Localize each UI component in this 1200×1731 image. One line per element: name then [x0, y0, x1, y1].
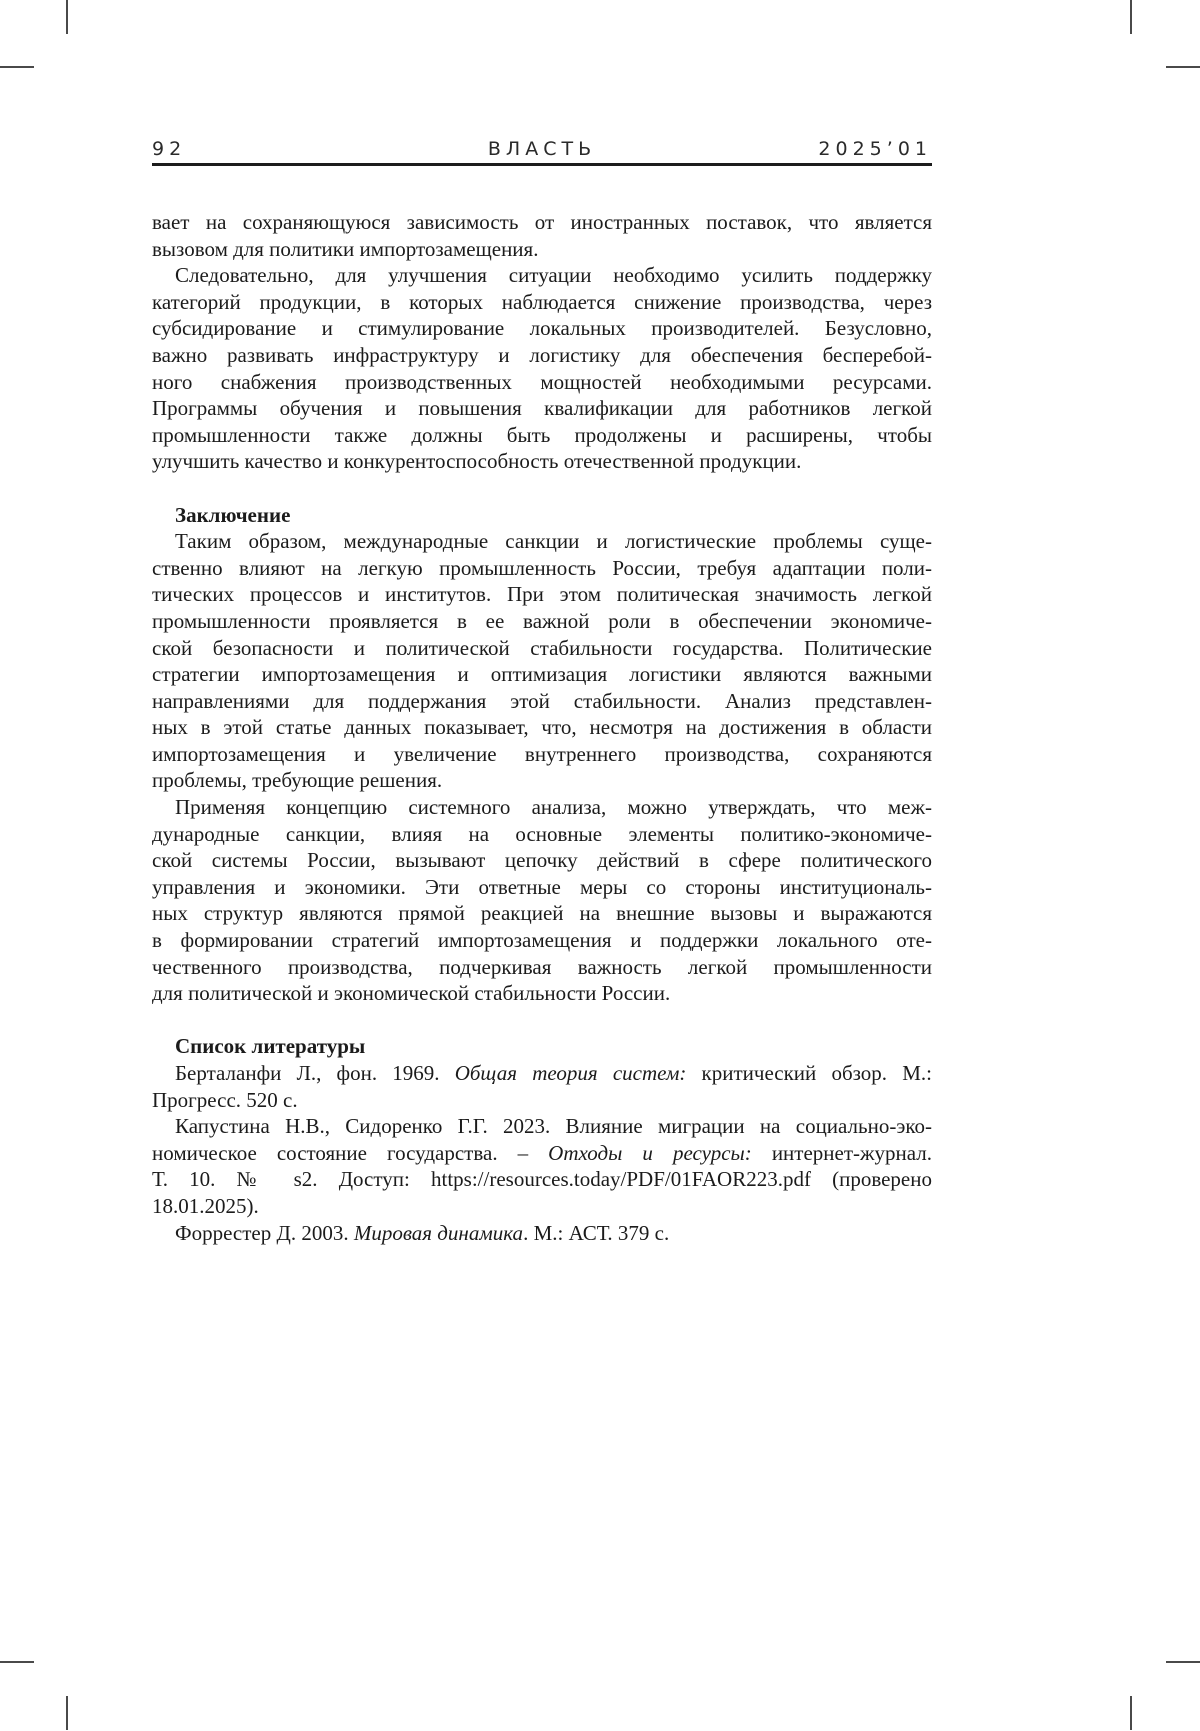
page-number: 92: [152, 138, 187, 160]
crop-mark-top-left-horizontal: [0, 66, 34, 68]
italic-text: Мировая динамика: [353, 1220, 524, 1245]
text-line: 18.01.2025).: [152, 1193, 259, 1218]
text-line: чественного производства, подчеркивая важность легкой промышленности: [152, 954, 932, 979]
text-line: [152, 1060, 932, 1087]
text-line: стратегии импортозамещения и оптимизация логистики являются важными: [152, 662, 932, 687]
text-line: вает на сохраняющуюся зависимость от иностранных поставок, что является: [152, 210, 932, 234]
text-line: важно развивать инфраструктуру и логистику для обеспечения бесперебой-: [152, 342, 932, 367]
text-line: Применяя концепцию системного анализа, можно утверждать, что меж-: [175, 795, 932, 820]
text-line: Следовательно, для улучшения ситуации необходимо усилить поддержку: [175, 263, 932, 288]
text-segment: интернет-журнал.: [751, 1140, 932, 1165]
text-line: промышленности также должны быть продолжены и расширены, чтобы: [152, 422, 932, 447]
paragraph: [152, 209, 932, 262]
text-line: [152, 1220, 932, 1247]
text-line: ской системы России, вызывают цепочку действий в сфере политического: [152, 848, 932, 873]
text-segment: . М.: АСТ. 379 с.: [523, 1220, 670, 1245]
crop-mark-bottom-left-horizontal: [0, 1661, 34, 1663]
text-line: направлениями для поддержания этой стабильности. Анализ представлен-: [152, 688, 932, 713]
text-line: управления и экономики. Эти ответные меры со стороны институциональ-: [152, 874, 932, 899]
text-line: промышленности проявляется в ее важной роли в обеспечении экономиче-: [152, 608, 932, 633]
journal-title: ВЛАСТЬ: [487, 138, 597, 160]
text-line: тических процессов и институтов. При этом политическая значимость легкой: [152, 582, 932, 607]
header-rule: [152, 163, 932, 166]
crop-mark-bottom-left-vertical: [66, 1696, 68, 1730]
text-line: категорий продукции, в которых наблюдается снижение производства, через: [152, 289, 932, 314]
text-segment: Форрестер Д. 2003.: [175, 1220, 354, 1245]
italic-text: Общая теория систем:: [454, 1061, 687, 1085]
paragraph: [152, 528, 932, 794]
paragraph: [152, 794, 932, 1007]
page-header: [152, 138, 932, 162]
paragraph: [152, 262, 932, 475]
paragraph: [152, 1113, 932, 1219]
crop-mark-top-right-horizontal: [1166, 66, 1200, 68]
crop-mark-bottom-right-vertical: [1130, 1696, 1132, 1730]
text-line: дународные санкции, влияя на основные элементы политико-экономиче-: [152, 821, 932, 846]
text-line: ных структур являются прямой реакцией на внешние вызовы и выражаются: [152, 901, 932, 926]
text-line: ственно влияют на легкую промышленность России, требуя адаптации поли-: [152, 555, 932, 580]
text-line: в формировании стратегий импортозамещения и поддержки локального оте-: [152, 928, 932, 953]
text-line: проблемы, требующие решения.: [152, 768, 443, 793]
italic-text: Отходы и ресурсы:: [548, 1140, 752, 1165]
text-line: Капустина Н.В., Сидоренко Г.Г. 2023. Влияние миграции на социально-эко-: [175, 1114, 932, 1139]
text-line: вызовом для политики импортозамещения.: [152, 236, 539, 261]
text-line: Программы обучения и повышения квалификации для работников легкой: [152, 396, 932, 421]
crop-mark-bottom-right-horizontal: [1166, 1661, 1200, 1663]
text-line: Таким образом, международные санкции и логистические проблемы суще-: [175, 529, 932, 554]
text-line: улучшить качество и конкурентоспособность отечественной продукции.: [152, 449, 802, 474]
text-line: для политической и экономической стабильности России.: [152, 981, 671, 1006]
text-line: ных в этой статье данных показывает, что, несмотря на достижения в области: [152, 715, 932, 740]
text-line: импортозамещения и увеличение внутреннего производства, сохраняются: [152, 741, 932, 766]
crop-mark-top-left-vertical: [66, 0, 68, 34]
text-line: ного снабжения производственных мощностей необходимыми ресурсами.: [152, 369, 932, 394]
issue-number: 2025’01: [818, 138, 932, 160]
text-segment: номическое состояние государства. –: [152, 1140, 549, 1165]
text-line: ской безопасности и политической стабильности государства. Политические: [152, 635, 932, 660]
crop-mark-top-right-vertical: [1130, 0, 1132, 34]
text-segment: Берталанфи Л., фон. 1969.: [175, 1061, 455, 1085]
article-body: [152, 209, 932, 1246]
text-line: Прогресс. 520 с.: [152, 1087, 298, 1112]
text-line: [152, 1140, 932, 1167]
text-line: субсидирование и стимулирование локальных производителей. Безусловно,: [152, 316, 932, 341]
text-line: Т. 10. № s2. Доступ: https://resources.today/PDF/01FAOR223.pdf (проверено: [152, 1167, 932, 1192]
paragraph: [152, 1220, 932, 1247]
section-heading: Заключение: [175, 502, 291, 527]
paragraph: [152, 1060, 932, 1113]
section-heading: Список литературы: [175, 1034, 366, 1059]
text-segment: критический обзор. М.:: [686, 1061, 932, 1085]
